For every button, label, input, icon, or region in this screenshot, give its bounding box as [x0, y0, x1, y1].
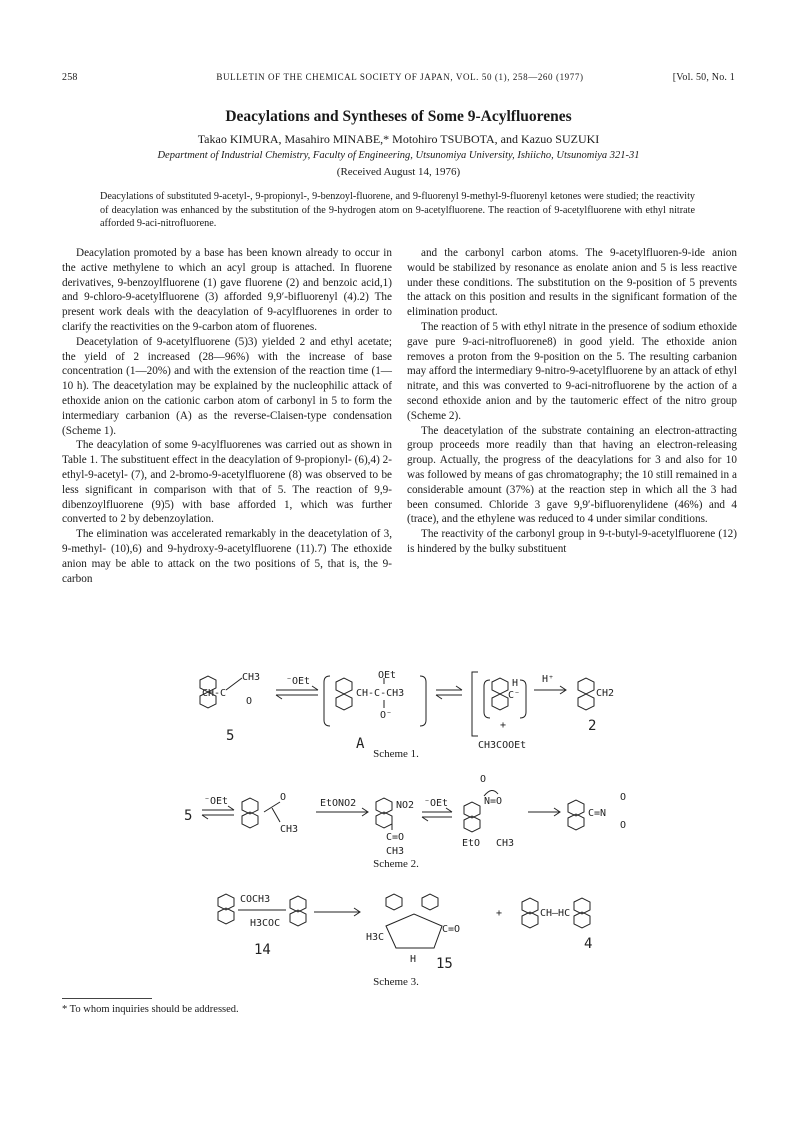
- fluorene-ring-icon: [386, 894, 438, 910]
- author-list: Takao KIMURA, Masahiro MINABE,* Motohiro TSUBOTA, and Kazuo SUZUKI: [197, 132, 600, 146]
- group-label: CH3: [242, 672, 261, 683]
- reagent-label: ⁻OEt: [204, 796, 229, 807]
- paragraph: The reaction of 5 with ethyl nitrate in the presence of sodium ethoxide gave pure 9-aci-nitrofluorene8) in good yield. The ethoxide anion removes a proton from the 9-position on the 5. The resulting carbanion may afford the intermediary 9-nitro-9-acetylfluorene by an attack of ethyl nitrate, and this was converted to 9-aci-nitrofluorene by the action of a second ethoxide anion and by the tautomeric effect of the nitro group (Scheme 2).: [407, 320, 737, 422]
- group-label: O: [620, 820, 627, 831]
- group-label: +: [496, 908, 503, 919]
- fluorene-ring-icon: [574, 898, 590, 928]
- abstract: Deacylations of substituted 9-acetyl-, 9-propionyl-, 9-benzoyl-fluorene, and 9-fluorenyl 9-methyl-9-fluorenyl ketones were studied; the reactivity of deacylation was enhanced by the substitution of the 9-hydrogen atom on 9-acetylfluorene. The reaction of 9-acetylfluorene with ethyl nitrate afforded 9-aci-nitrofluorene.: [100, 191, 695, 230]
- page-number: 258: [62, 72, 78, 83]
- compound-number: 2: [588, 718, 597, 734]
- group-label: C=N: [588, 808, 607, 819]
- reagent-label: EtONO2: [320, 798, 357, 809]
- paper-title: Deacylations and Syntheses of Some 9-Acylfluorenes: [225, 108, 572, 125]
- scheme-2-figure: [180, 772, 640, 858]
- paragraph: and the carbonyl carbon atoms. The 9-acetylfluoren-9-ide anion would be stabilized by resonance as enolate anion and 5 is less reactive under these conditions. The substitution on the 9-position of 5 prevents the attack on this position and results in the significant formation of the elimination product.: [407, 247, 737, 319]
- group-label: CH3: [386, 846, 405, 857]
- group-label: CH3: [496, 838, 515, 849]
- fluorene-ring-icon: [376, 798, 392, 828]
- group-label: C=O: [386, 832, 405, 843]
- volume-label: [Vol. 50, No. 1: [672, 72, 735, 83]
- compound-number: A: [356, 736, 365, 752]
- paragraph: Deacylation promoted by a base has been known already to occur in the active methylene to which an acyl group is attached. In fluorene derivatives, 9-benzoylfluorene (1) gave fluorene (2) and benzoic acid,1) and 9-chloro-9-acetylfluorene (3) afforded 9,9′-bifluorenyl (4).2) The present work deals with the deacylation of 9-acylfluorenes in order to clarify the reactivities on the 9-carbon atom of fluorenes.: [62, 247, 392, 333]
- compound-number: 15: [436, 956, 453, 972]
- compound-number: 5: [226, 728, 235, 744]
- group-label: CH3: [280, 824, 299, 835]
- scheme-1-caption: Scheme 1.: [373, 748, 419, 760]
- compound-number: 5: [184, 808, 193, 824]
- fluorene-ring-icon: [464, 802, 480, 832]
- scheme-3-caption: Scheme 3.: [373, 976, 419, 988]
- paragraph: The deacylation of some 9-acylfluorenes was carried out as shown in Table 1. The substituent effect in the deacylation of 9-propionyl- (6),4) 2-ethyl-9-acetyl- (7), and 2-bromo-9-acetylfluorene (8) was observed to be less significant in comparison with that of 5. The reaction of 9,9-dibenzoylfluorene (9)5) with base afforded 1, which was further converted to 2 by debenzoylation.: [62, 439, 392, 526]
- fluorene-ring-icon: [336, 678, 352, 710]
- affiliation: Department of Industrial Chemistry, Faculty of Engineering, Utsunomiya University, Ishiicho, Utsunomiya 321-31: [157, 150, 640, 161]
- group-label: O: [246, 696, 253, 707]
- fluorene-ring-icon: [522, 898, 538, 928]
- group-label: COCH3: [240, 894, 271, 905]
- compound-number: 14: [254, 942, 271, 958]
- fluorene-ring-icon: [492, 678, 508, 710]
- group-label: O⁻: [380, 710, 393, 721]
- group-label: NO2: [396, 800, 415, 811]
- group-label: C⁻: [508, 690, 521, 701]
- group-label: O: [480, 774, 487, 785]
- group-label: +: [500, 720, 507, 731]
- fluorene-ring-icon: [218, 894, 234, 924]
- fluorene-ring-icon: [578, 678, 594, 710]
- group-label: H: [512, 678, 519, 689]
- group-label: CH-C-CH3: [356, 688, 405, 699]
- fluorene-ring-icon: [290, 896, 306, 926]
- paragraph: Deacetylation of 9-acetylfluorene (5)3) yielded 2 and ethyl acetate; the yield of 2 increased (28—96%) with the increase of base concentration (1—20%) and with the extension of the reaction time (1—10 h). The deacetylation may be explained by the nucleophilic attack of ethoxide anion on the cationic carbon atom of carbonyl in 5 to form the intermediary carbanion (A) as the reverse-Claisen-type condensation (Scheme 1).: [62, 335, 392, 437]
- group-label: CH—HC: [540, 908, 571, 919]
- running-header: BULLETIN OF THE CHEMICAL SOCIETY OF JAPAN, VOL. 50 (1), 258—260 (1977): [216, 72, 584, 82]
- paragraph: The elimination was accelerated remarkably in the deacetylation of 3, 9-methyl- (10),6) and 9-hydroxy-9-acetylfluorene (11).7) The ethoxide anion may be able to attack on the two positions of 5, that is, the 9-carbon: [62, 528, 392, 585]
- scheme-1-figure: [190, 668, 640, 760]
- reagent-label: ⁻OEt: [286, 676, 311, 687]
- footnote-divider: [62, 998, 152, 999]
- scheme-3-figure: [210, 888, 610, 972]
- group-label: EtO: [462, 838, 481, 849]
- fluorene-ring-icon: [242, 798, 258, 828]
- scheme-2-caption: Scheme 2.: [373, 858, 419, 870]
- group-label: OEt: [378, 670, 397, 681]
- group-label: H3COC: [250, 918, 281, 929]
- footnote: * To whom inquiries should be addressed.: [62, 1004, 239, 1015]
- right-column: [407, 246, 737, 557]
- compound-number: 4: [584, 936, 593, 952]
- group-label: H3C: [366, 932, 385, 943]
- group-label: N=O: [484, 796, 503, 807]
- group-label: O: [280, 792, 287, 803]
- fluorene-ring-icon: [568, 800, 584, 830]
- group-label: CH3COOEt: [478, 740, 527, 751]
- paragraph: The reactivity of the carbonyl group in 9-t-butyl-9-acetylfluorene (12) is hindered by the bulky substituent: [407, 528, 737, 555]
- reagent-label: ⁻OEt: [424, 798, 449, 809]
- left-column: [62, 246, 392, 586]
- group-label: H: [410, 954, 417, 965]
- group-label: CH2: [596, 688, 615, 699]
- group-label: O: [620, 792, 627, 803]
- received-date: (Received August 14, 1976): [336, 166, 461, 178]
- group-label: CH-C: [202, 688, 227, 699]
- paragraph: The deacetylation of the substrate containing an electron-attracting group proceeds more readily than that having an electron-releasing group. Actually, the progress of the deacylations for 3 and also for 10 was followed by means of gas chromatography; the 10 still remained in a considerable amount (37%) at the reaction step in which all the 3 had been consumed. Chloride 3 gave 9,9′-bifluorenylidene (46%) and 4 (trace), and the ethylene was reduced to 4 under similar conditions.: [407, 424, 737, 526]
- reagent-label: H⁺: [542, 674, 555, 685]
- group-label: C=O: [442, 924, 461, 935]
